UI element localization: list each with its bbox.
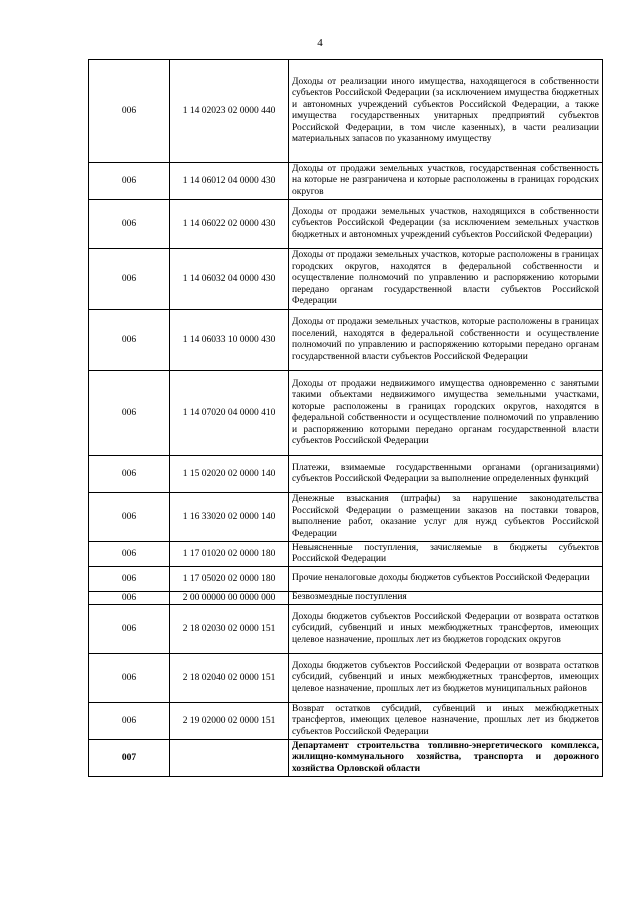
revenue-description-cell: Платежи, взимаемые государственными органами (организациями) субъектов Российской Федерации за выполнение определенных функций [289, 456, 603, 493]
revenue-code-cell: 2 18 02040 02 0000 151 [170, 654, 289, 703]
table-row [89, 163, 603, 200]
revenue-description-cell: Возврат остатков субсидий, субвенций и иных межбюджетных трансфертов, имеющих целевое назначение, прошлых лет из бюджетов субъектов Российской Федерации [289, 703, 603, 740]
admin-code-cell: 006 [89, 567, 170, 592]
revenue-description-cell: Доходы бюджетов субъектов Российской Федерации от возврата остатков субсидий, субвенций и иных межбюджетных трансфертов, имеющих целевое назначение, прошлых лет из бюджетов городских округов [289, 605, 603, 654]
revenue-code-cell: 1 14 06033 10 0000 430 [170, 310, 289, 371]
admin-code-cell: 006 [89, 542, 170, 567]
table-row [89, 703, 603, 740]
revenue-code-cell: 1 14 06032 04 0000 430 [170, 249, 289, 310]
revenue-code-cell: 1 14 07020 04 0000 410 [170, 371, 289, 456]
admin-code-cell: 006 [89, 60, 170, 163]
revenue-description-cell: Безвозмездные поступления [289, 592, 603, 605]
table-row [89, 542, 603, 567]
revenue-description-cell: Доходы от продажи недвижимого имущества одновременно с занятыми такими объектами недвижимого имущества земельными участками, которые расположены в границах городских округов, находятся в федеральной собственности и осуществление полномочий по управлению и распоряжению которыми передано органам государственной власти субъектов Российской Федерации [289, 371, 603, 456]
revenue-description-cell: Денежные взыскания (штрафы) за нарушение законодательства Российской Федерации о размещении заказов на поставки товаров, выполнение работ, оказание услуг для нужд субъектов Российской Федерации [289, 493, 603, 542]
admin-code-cell: 006 [89, 310, 170, 371]
revenue-code-cell [170, 740, 289, 777]
table-row [89, 592, 603, 605]
admin-code-cell: 006 [89, 654, 170, 703]
department-name-cell: Департамент строительства топливно-энергетического комплекса, жилищно-коммунального хозяйства, транспорта и дорожного хозяйства Орловской области [289, 740, 603, 777]
revenue-code-cell: 1 17 05020 02 0000 180 [170, 567, 289, 592]
admin-code-cell: 006 [89, 605, 170, 654]
revenue-code-cell: 2 18 02030 02 0000 151 [170, 605, 289, 654]
revenue-code-cell: 1 14 06012 04 0000 430 [170, 163, 289, 200]
admin-code-cell: 006 [89, 200, 170, 249]
table-row [89, 654, 603, 703]
admin-code-cell: 006 [89, 371, 170, 456]
revenue-code-cell: 2 19 02000 02 0000 151 [170, 703, 289, 740]
admin-code-cell: 006 [89, 493, 170, 542]
admin-code-cell: 007 [89, 740, 170, 777]
admin-code-cell: 006 [89, 249, 170, 310]
revenue-code-cell: 1 15 02020 02 0000 140 [170, 456, 289, 493]
revenue-description-cell: Доходы от продажи земельных участков, находящихся в собственности субъектов Российской Федерации (за исключением земельных участков бюджетных и автономных учреждений субъектов Российской Федерации) [289, 200, 603, 249]
revenue-code-cell: 1 14 06022 02 0000 430 [170, 200, 289, 249]
revenue-description-cell: Доходы от продажи земельных участков, государственная собственность на которые не разграничена и которые расположены в границах городских округов [289, 163, 603, 200]
revenue-code-cell: 1 14 02023 02 0000 440 [170, 60, 289, 163]
revenue-description-cell: Доходы от продажи земельных участков, которые расположены в границах городских округов, находятся в федеральной собственности и осуществление полномочий по управлению и распоряжению которыми передано органам государственной власти субъектов Российской Федерации [289, 249, 603, 310]
table-row [89, 60, 603, 163]
table-row [89, 493, 603, 542]
revenue-code-cell: 1 17 01020 02 0000 180 [170, 542, 289, 567]
table-row [89, 567, 603, 592]
revenue-description-cell: Доходы бюджетов субъектов Российской Федерации от возврата остатков субсидий, субвенций и иных межбюджетных трансфертов, имеющих целевое назначение, прошлых лет из бюджетов муниципальных районов [289, 654, 603, 703]
admin-code-cell: 006 [89, 163, 170, 200]
table-row [89, 249, 603, 310]
table-row [89, 456, 603, 493]
revenue-description-cell: Невыясненные поступления, зачисляемые в бюджеты субъектов Российской Федерации [289, 542, 603, 567]
table-row [89, 605, 603, 654]
table-row [89, 371, 603, 456]
revenue-description-cell: Доходы от продажи земельных участков, которые расположены в границах поселений, находятся в федеральной собственности и осуществление полномочий по управлению и распоряжению которыми передано органам государственной власти субъектов Российской Федерации [289, 310, 603, 371]
revenue-classification-table [88, 59, 603, 777]
admin-code-cell: 006 [89, 592, 170, 605]
admin-code-cell: 006 [89, 703, 170, 740]
table-row [89, 310, 603, 371]
revenue-description-cell: Прочие неналоговые доходы бюджетов субъектов Российской Федерации [289, 567, 603, 592]
table-row [89, 200, 603, 249]
revenue-description-cell: Доходы от реализации иного имущества, находящегося в собственности субъектов Российской Федерации (за исключением имущества бюджетных и автономных учреждений субъектов Российской Федерации, а также имущества государственных унитарных предприятий субъектов Российской Федерации, в том числе казенных), в части реализации материальных запасов по указанному имуществу [289, 60, 603, 163]
revenue-code-cell: 1 16 33020 02 0000 140 [170, 493, 289, 542]
page-number: 4 [317, 37, 323, 49]
department-header-row [89, 740, 603, 777]
admin-code-cell: 006 [89, 456, 170, 493]
revenue-code-cell: 2 00 00000 00 0000 000 [170, 592, 289, 605]
